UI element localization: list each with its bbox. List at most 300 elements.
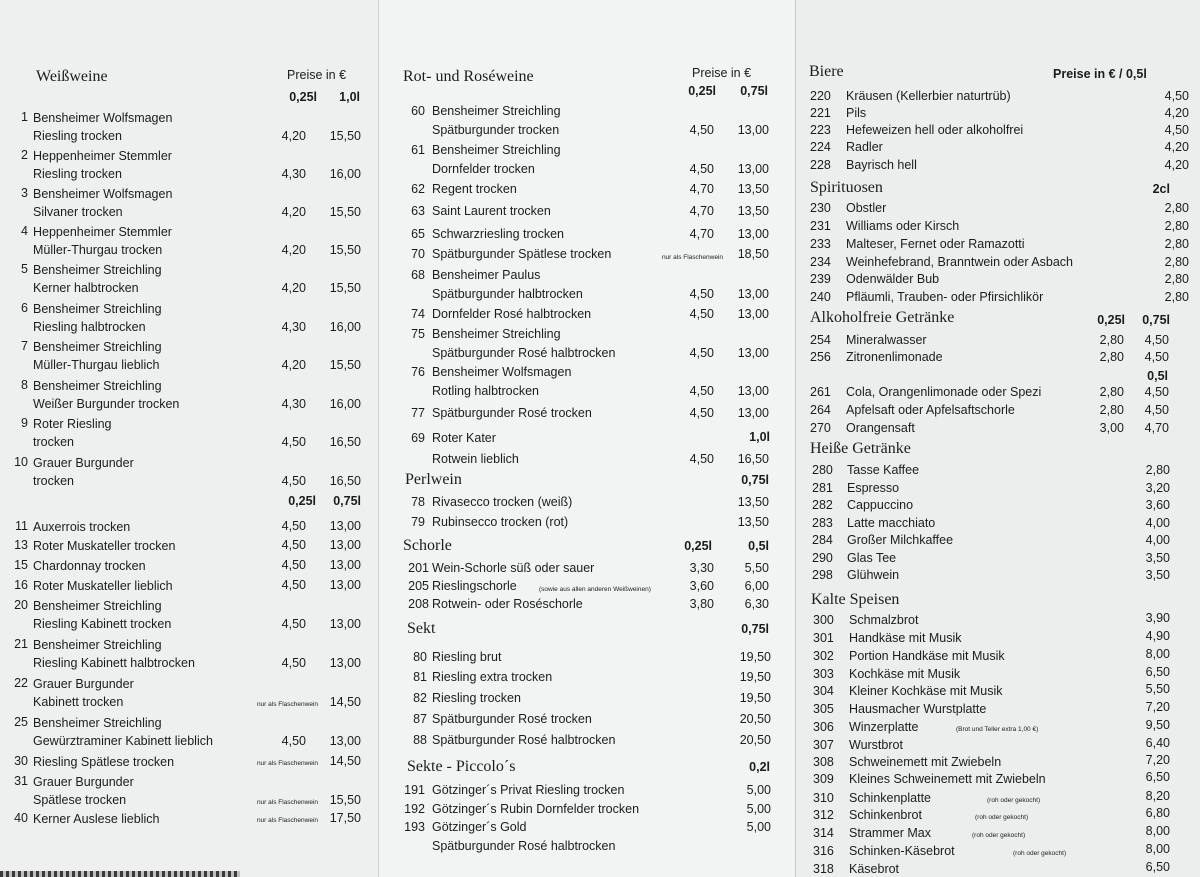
- item-number: 193: [404, 820, 425, 834]
- menu-panel-middle: [378, 0, 795, 877]
- item-name: Kleines Schweinemett mit Zwiebeln: [849, 772, 1046, 786]
- item-subname: Riesling Kabinett halbtrocken: [33, 656, 195, 670]
- item-number: 309: [813, 772, 834, 786]
- price-small: 4,50: [689, 123, 714, 137]
- item-number: 3: [21, 186, 28, 200]
- price-large: 19,50: [739, 670, 771, 684]
- bottle-only-note: nur als Flaschenwein: [256, 701, 318, 708]
- price: 2,80: [1164, 219, 1189, 233]
- price-large: 15,50: [329, 793, 361, 807]
- item-number: 1: [21, 110, 28, 124]
- price: 6,40: [1145, 736, 1170, 750]
- price: 6,50: [1145, 665, 1170, 679]
- size-header: 2cl: [1152, 182, 1170, 196]
- price-large: 4,50: [1144, 385, 1169, 399]
- bottle-only-note: nur als Flaschenwein: [256, 799, 318, 806]
- item-name: Grauer Burgunder: [33, 775, 134, 789]
- price-large: 13,00: [329, 617, 361, 631]
- price-small: 4,50: [689, 346, 714, 360]
- price: 8,00: [1145, 647, 1170, 661]
- item-number: 16: [14, 578, 28, 592]
- bottle-only-note: nur als Flaschenwein: [256, 760, 318, 767]
- item-subname: Spätburgunder Rosé halbtrocken: [432, 346, 616, 360]
- price: 8,00: [1145, 824, 1170, 838]
- item-number: 7: [21, 339, 28, 353]
- item-number: 65: [411, 227, 425, 241]
- price-large: 20,50: [739, 733, 771, 747]
- price-label: Preise in €: [287, 68, 347, 82]
- item-name: Wurstbrot: [849, 738, 903, 752]
- price-large: 6,00: [744, 579, 769, 593]
- price: 2,80: [1164, 237, 1189, 251]
- section-title-weissweine: Weißweine: [36, 68, 108, 85]
- price-small: 4,20: [281, 205, 306, 219]
- item-number: 205: [408, 579, 429, 593]
- item-name: Bensheimer Paulus: [432, 268, 541, 282]
- item-name: Bensheimer Streichling: [33, 599, 162, 613]
- item-number: 306: [813, 720, 834, 734]
- price-large: 20,50: [739, 712, 771, 726]
- price-large: 13,00: [737, 346, 769, 360]
- price-large: 15,50: [329, 358, 361, 372]
- item-number: 40: [14, 811, 28, 825]
- price-large: 5,00: [746, 802, 771, 816]
- item-name: Pils: [846, 106, 867, 120]
- item-subname: Riesling halbtrocken: [33, 320, 146, 334]
- price-small: 4,20: [281, 129, 306, 143]
- price: 4,20: [1164, 106, 1189, 120]
- price-small: 4,50: [689, 162, 714, 176]
- item-number: 87: [413, 712, 427, 726]
- item-note: (roh oder gekocht): [975, 814, 1029, 821]
- item-name: Dornfelder Rosé halbtrocken: [432, 307, 592, 321]
- price-small: 4,50: [281, 474, 306, 488]
- price-small: 4,70: [689, 204, 714, 218]
- item-subname: Kabinett trocken: [33, 695, 124, 709]
- item-name: Roter Muskateller trocken: [33, 539, 176, 553]
- item-name: Schmalzbrot: [849, 613, 919, 627]
- price-small: 4,20: [281, 281, 306, 295]
- price-large: 4,50: [1144, 333, 1169, 347]
- price-small: 4,50: [689, 406, 714, 420]
- price-large: 13,00: [329, 734, 361, 748]
- item-name: Roter Muskateller lieblich: [33, 579, 173, 593]
- item-number: 310: [813, 791, 834, 805]
- item-number: 256: [810, 350, 831, 364]
- item-number: 240: [810, 290, 831, 304]
- price-large: 16,50: [737, 452, 769, 466]
- item-number: 22: [14, 676, 28, 690]
- item-name: Obstler: [846, 201, 887, 215]
- item-number: 302: [813, 649, 834, 663]
- item-name: Grauer Burgunder: [33, 456, 134, 470]
- bottle-only-note: nur als Flaschenwein: [661, 254, 723, 261]
- item-name: Cappuccino: [847, 498, 914, 512]
- price-large: 13,00: [737, 162, 769, 176]
- item-name: Bensheimer Streichling: [33, 263, 162, 277]
- item-name: Glas Tee: [847, 551, 897, 565]
- price-large: 16,50: [329, 435, 361, 449]
- item-name: Grauer Burgunder: [33, 677, 134, 691]
- price: 3,50: [1145, 551, 1170, 565]
- price: 8,00: [1145, 842, 1170, 856]
- item-number: 308: [813, 755, 834, 769]
- price-small: 4,50: [281, 578, 306, 592]
- price-small: 3,00: [1099, 421, 1124, 435]
- item-number: 221: [810, 106, 831, 120]
- item-subname: Riesling Kabinett trocken: [33, 617, 172, 631]
- item-number: 21: [14, 637, 28, 651]
- price-large: 15,50: [329, 205, 361, 219]
- item-number: 224: [810, 140, 831, 154]
- item-name: Heppenheimer Stemmler: [33, 225, 172, 239]
- price-large: 5,00: [746, 820, 771, 834]
- price-large: 13,00: [329, 558, 361, 572]
- item-number: 70: [411, 247, 425, 261]
- item-number: 69: [411, 431, 425, 445]
- price-large: 13,00: [737, 406, 769, 420]
- price: 4,90: [1145, 629, 1170, 643]
- item-number: 281: [812, 481, 833, 495]
- item-subname: Spätburgunder halbtrocken: [432, 287, 583, 301]
- item-name: Bensheimer Streichling: [33, 302, 162, 316]
- menu-panel-left: [0, 0, 378, 877]
- price-small: 2,80: [1099, 385, 1124, 399]
- item-name: Riesling Spätlese trocken: [33, 755, 175, 769]
- item-number: 77: [411, 406, 425, 420]
- price-small: 4,50: [689, 452, 714, 466]
- item-name: Rivasecco trocken (weiß): [432, 495, 573, 509]
- price: 2,80: [1164, 201, 1189, 215]
- item-name: Strammer Max: [849, 826, 931, 840]
- item-number: 201: [408, 561, 429, 575]
- section-title-schorle: Schorle: [403, 537, 452, 554]
- item-name: Hausmacher Wurstplatte: [849, 702, 987, 716]
- item-name: Handkäse mit Musik: [849, 631, 962, 645]
- price-small: 3,60: [689, 579, 714, 593]
- item-number: 270: [810, 421, 831, 435]
- item-subname: trocken: [33, 435, 74, 449]
- item-number: 316: [813, 844, 834, 858]
- item-subname: Riesling trocken: [33, 129, 122, 143]
- item-number: 307: [813, 738, 834, 752]
- item-name: Saint Laurent trocken: [432, 204, 551, 218]
- item-name: Espresso: [847, 481, 900, 495]
- size-header: 0,75l: [333, 494, 361, 508]
- item-number: 290: [812, 551, 833, 565]
- item-number: 208: [408, 597, 429, 611]
- item-number: 318: [813, 862, 834, 876]
- item-name: Heppenheimer Stemmler: [33, 149, 172, 163]
- item-number: 282: [812, 498, 833, 512]
- menu-panel-right: [795, 0, 1200, 877]
- item-name: Roter Riesling: [33, 417, 112, 431]
- item-subname: Dornfelder trocken: [432, 162, 535, 176]
- item-name: Kerner Auslese lieblich: [33, 812, 160, 826]
- item-number: 76: [411, 365, 425, 379]
- item-number: 300: [813, 613, 834, 627]
- item-number: 303: [813, 667, 834, 681]
- item-number: 31: [14, 774, 28, 788]
- price: 6,80: [1145, 806, 1170, 820]
- item-name: Riesling trocken: [432, 691, 521, 705]
- item-number: 75: [411, 327, 425, 341]
- item-number: 284: [812, 533, 833, 547]
- item-name: Kleiner Kochkäse mit Musik: [849, 684, 1003, 698]
- item-name: Bensheimer Streichling: [432, 143, 561, 157]
- size-header: 0,25l: [289, 90, 317, 104]
- price-large: 13,50: [737, 495, 769, 509]
- section-title-perlwein: Perlwein: [405, 471, 462, 488]
- price-small: 2,80: [1099, 403, 1124, 417]
- item-number: 298: [812, 568, 833, 582]
- item-name: Roter Kater: [432, 431, 496, 445]
- item-name: Schinkenplatte: [849, 791, 932, 805]
- item-name: Bensheimer Streichling: [33, 638, 162, 652]
- price-large: 19,50: [739, 650, 771, 664]
- price-large: 14,50: [329, 695, 361, 709]
- price: 2,80: [1145, 463, 1170, 477]
- item-name: Spätburgunder Rosé trocken: [432, 406, 592, 420]
- item-number: 2: [21, 148, 28, 162]
- item-number: 25: [14, 715, 28, 729]
- item-name: Mineralwasser: [846, 333, 927, 347]
- price: 4,00: [1145, 533, 1170, 547]
- item-name: Winzerplatte: [849, 720, 919, 734]
- item-name: Bensheimer Wolfsmagen: [33, 111, 173, 125]
- item-number: 228: [810, 158, 831, 172]
- item-name: Cola, Orangenlimonade oder Spezi: [846, 385, 1042, 399]
- size-header: 0,75l: [740, 84, 768, 98]
- item-number: 20: [14, 598, 28, 612]
- item-number: 74: [411, 307, 425, 321]
- item-name: Malteser, Fernet oder Ramazotti: [846, 237, 1025, 251]
- item-name: Riesling extra trocken: [432, 670, 553, 684]
- section-title-sekt: Sekt: [407, 620, 436, 637]
- price-small: 4,70: [689, 182, 714, 196]
- price-small: 4,70: [689, 227, 714, 241]
- item-number: 223: [810, 123, 831, 137]
- item-name: Weinhefebrand, Branntwein oder Asbach: [846, 255, 1074, 269]
- price-large: 4,70: [1144, 421, 1169, 435]
- price-small: 3,80: [689, 597, 714, 611]
- schorle-note: (sowie aus allen anderen Weißweinen): [539, 586, 651, 593]
- price: 7,20: [1145, 700, 1170, 714]
- price-small: 2,80: [1099, 333, 1124, 347]
- item-name: Wein-Schorle süß oder sauer: [432, 561, 595, 575]
- item-number: 314: [813, 826, 834, 840]
- price: 3,60: [1145, 498, 1170, 512]
- item-subname: Müller-Thurgau lieblich: [33, 358, 160, 372]
- price-large: 13,00: [329, 519, 361, 533]
- item-number: 4: [21, 224, 28, 238]
- price-small: 3,30: [689, 561, 714, 575]
- item-subname: Kerner halbtrocken: [33, 281, 139, 295]
- item-subname: Riesling trocken: [33, 167, 122, 181]
- price-large: 16,00: [329, 320, 361, 334]
- item-number: 280: [812, 463, 833, 477]
- item-subname: trocken: [33, 474, 74, 488]
- item-name: Bensheimer Streichling: [432, 327, 561, 341]
- price-small: 4,50: [281, 538, 306, 552]
- item-number: 11: [15, 519, 28, 533]
- price-large: 15,50: [329, 281, 361, 295]
- item-name: Bensheimer Streichling: [33, 379, 162, 393]
- size-header: 0,25l: [288, 494, 316, 508]
- size-header: 0,2l: [749, 760, 770, 774]
- item-number: 80: [413, 650, 427, 664]
- section-title-alkoholfrei: Alkoholfreie Getränke: [810, 309, 955, 326]
- size-header: 0,25l: [684, 539, 712, 553]
- item-number: 239: [810, 272, 831, 286]
- price-small: 4,50: [689, 384, 714, 398]
- item-number: 304: [813, 684, 834, 698]
- price: 3,50: [1145, 568, 1170, 582]
- item-number: 231: [810, 219, 831, 233]
- item-number: 301: [813, 631, 834, 645]
- price-large: 16,50: [329, 474, 361, 488]
- item-name: Portion Handkäse mit Musik: [849, 649, 1005, 663]
- item-name: Williams oder Kirsch: [846, 219, 960, 233]
- item-number: 13: [14, 538, 28, 552]
- item-number: 78: [411, 495, 425, 509]
- item-number: 192: [404, 802, 425, 816]
- item-note: (roh oder gekocht): [1013, 850, 1067, 857]
- item-number: 63: [411, 204, 425, 218]
- item-name: Bensheimer Wolfsmagen: [33, 187, 173, 201]
- item-number: 5: [21, 262, 28, 276]
- price-small: 4,50: [281, 558, 306, 572]
- item-name: Spätburgunder Rosé halbtrocken: [432, 733, 616, 747]
- price-large: 13,00: [737, 227, 769, 241]
- price: 2,80: [1164, 290, 1189, 304]
- item-name: Schwarzriesling trocken: [432, 227, 564, 241]
- size-header: 0,75l: [741, 622, 769, 636]
- price: 4,50: [1164, 123, 1189, 137]
- price: 4,20: [1164, 140, 1189, 154]
- size-header: 0,5l: [748, 539, 769, 553]
- section-title-rotweine: Rot- und Roséweine: [403, 68, 534, 85]
- price-large: 15,50: [329, 129, 361, 143]
- item-number: 261: [810, 385, 831, 399]
- item-name: Bensheimer Streichling: [33, 716, 162, 730]
- item-name: Tasse Kaffee: [847, 463, 920, 477]
- item-name: Orangensaft: [846, 421, 915, 435]
- price-large: 13,50: [737, 182, 769, 196]
- price-large: 13,50: [737, 204, 769, 218]
- item-subname: Müller-Thurgau trocken: [33, 243, 163, 257]
- size-header: 0,75l: [741, 473, 769, 487]
- item-number: 230: [810, 201, 831, 215]
- item-name: Rubinsecco trocken (rot): [432, 515, 569, 529]
- item-name: Götzinger´s Privat Riesling trocken: [432, 783, 625, 797]
- tablecloth-edge: [0, 871, 240, 877]
- price: 3,20: [1145, 481, 1170, 495]
- price-small: 4,50: [281, 734, 306, 748]
- item-number: 62: [411, 182, 425, 196]
- price-large: 16,00: [329, 397, 361, 411]
- price-large: 5,50: [744, 561, 769, 575]
- price: 6,50: [1145, 860, 1170, 874]
- size-header: 0,25l: [688, 84, 716, 98]
- size-header: 0,5l: [1147, 369, 1168, 383]
- price-label: Preise in €: [692, 66, 752, 80]
- price-large: 5,00: [746, 783, 771, 797]
- item-number: 234: [810, 255, 831, 269]
- price: 5,50: [1145, 682, 1170, 696]
- price-large: 13,00: [737, 384, 769, 398]
- item-number: 8: [21, 378, 28, 392]
- item-name: Kochkäse mit Musik: [849, 667, 961, 681]
- item-name: Götzinger´s Gold: [432, 820, 527, 834]
- price: 2,80: [1164, 272, 1189, 286]
- item-name: Rieslingschorle: [432, 579, 517, 593]
- item-name: Käsebrot: [849, 862, 900, 876]
- item-number: 10: [14, 455, 28, 469]
- item-subname: Silvaner trocken: [33, 205, 123, 219]
- price-small: 4,50: [281, 435, 306, 449]
- price-large: 13,00: [329, 538, 361, 552]
- price-large: 14,50: [329, 754, 361, 768]
- item-number: 61: [411, 143, 425, 157]
- item-number: 60: [411, 104, 425, 118]
- price: 8,20: [1145, 789, 1170, 803]
- item-subname: Weißer Burgunder trocken: [33, 397, 180, 411]
- item-subname: Rotling halbtrocken: [432, 384, 540, 398]
- item-name: Zitronenlimonade: [846, 350, 943, 364]
- price-small: 4,50: [281, 519, 306, 533]
- price-large: 13,00: [737, 287, 769, 301]
- price: 3,90: [1145, 611, 1170, 625]
- item-number: 283: [812, 516, 833, 530]
- price-large: 13,00: [329, 656, 361, 670]
- item-number: 15: [14, 558, 28, 572]
- price-large: 17,50: [329, 811, 361, 825]
- item-name: Chardonnay trocken: [33, 559, 146, 573]
- price-label: Preise in € / 0,5l: [1053, 67, 1147, 81]
- price-small: 4,50: [281, 617, 306, 631]
- item-note: (Brot und Teller extra 1,00 €): [956, 726, 1039, 733]
- item-name: Schinkenbrot: [849, 808, 922, 822]
- item-number: 312: [813, 808, 834, 822]
- price-small: 4,30: [281, 397, 306, 411]
- item-name: Hefeweizen hell oder alkoholfrei: [846, 123, 1024, 137]
- item-number: 68: [411, 268, 425, 282]
- section-title-kalte-speisen: Kalte Speisen: [811, 591, 900, 608]
- item-name: Auxerrois trocken: [33, 520, 131, 534]
- item-name: Großer Milchkaffee: [847, 533, 954, 547]
- price-large: 6,30: [744, 597, 769, 611]
- item-name: Riesling brut: [432, 650, 502, 664]
- bottle-only-note: nur als Flaschenwein: [256, 817, 318, 824]
- item-number: 82: [413, 691, 427, 705]
- item-name: Schweinemett mit Zwiebeln: [849, 755, 1002, 769]
- price-large: 15,50: [329, 243, 361, 257]
- item-subname: Rotwein lieblich: [432, 452, 519, 466]
- item-name: Bensheimer Streichling: [432, 104, 561, 118]
- item-number: 220: [810, 89, 831, 103]
- item-number: 6: [21, 301, 28, 315]
- item-name: Kräusen (Kellerbier naturtrüb): [846, 89, 1011, 103]
- price-small: 4,50: [689, 307, 714, 321]
- price: 4,00: [1145, 516, 1170, 530]
- item-number: 191: [404, 783, 425, 797]
- price-large: 4,50: [1144, 403, 1169, 417]
- price-small: 4,20: [281, 358, 306, 372]
- price-small: 4,50: [281, 656, 306, 670]
- item-name: Götzinger´s Rubin Dornfelder trocken: [432, 802, 640, 816]
- item-name: Regent trocken: [432, 182, 517, 196]
